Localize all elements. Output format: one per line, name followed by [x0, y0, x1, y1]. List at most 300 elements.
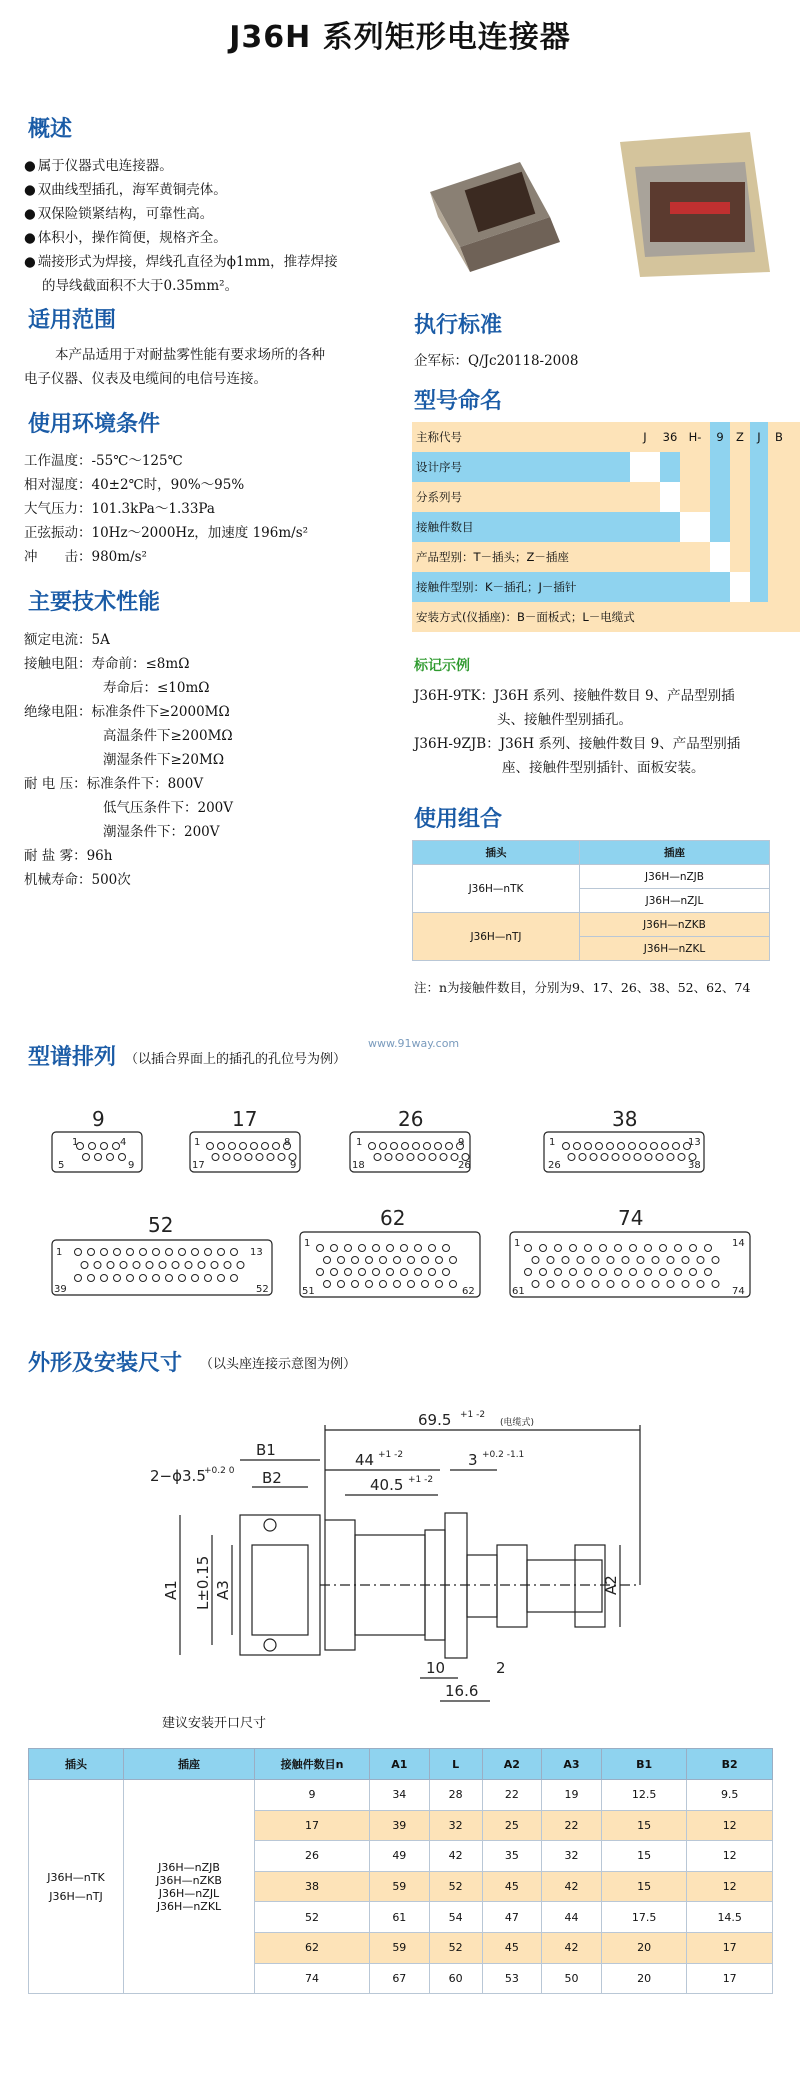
tech-row: 绝缘电阻：标准条件下≥2000MΩ: [24, 704, 230, 720]
dim-label: B1: [256, 1441, 276, 1459]
col-header: 接触件数目n: [255, 1749, 370, 1780]
code-part: 36: [662, 430, 678, 444]
pin-hole: [401, 1269, 408, 1276]
pin-hole: [107, 1154, 114, 1161]
pin-hole: [140, 1275, 147, 1282]
combo-socket: J36H—nZKL: [579, 937, 769, 961]
pin-hole: [153, 1275, 160, 1282]
marking-heading: 标记示例: [414, 658, 470, 674]
table-cell: 49: [370, 1841, 430, 1872]
pin-hole: [570, 1269, 577, 1276]
tech-row: 潮湿条件下：200V: [103, 824, 220, 840]
pin-hole: [682, 1257, 689, 1264]
standard-heading: 执行标准: [414, 313, 503, 338]
pin-hole: [667, 1154, 674, 1161]
product-photo: [410, 122, 800, 292]
size-label: 9: [92, 1107, 105, 1131]
pin-hole: [331, 1269, 338, 1276]
tech-row: 耐 盐 雾：96h: [24, 848, 113, 864]
table-cell: 52: [255, 1902, 370, 1933]
pin-number: 1: [304, 1238, 311, 1249]
pin-hole: [705, 1245, 712, 1252]
pin-hole: [640, 1143, 647, 1150]
pin-hole: [547, 1281, 554, 1288]
table-cell: 54: [429, 1902, 482, 1933]
pin-number: 26: [548, 1160, 561, 1171]
pin-hole: [651, 1143, 658, 1150]
pin-hole: [424, 1143, 431, 1150]
pin-number: 62: [462, 1286, 475, 1297]
pin-hole: [712, 1257, 719, 1264]
code-part: B: [775, 430, 783, 444]
col-header: A1: [370, 1749, 430, 1780]
pin-hole: [622, 1281, 629, 1288]
pin-number: 1: [356, 1137, 363, 1148]
pin-hole: [345, 1245, 352, 1252]
size-label: 17: [232, 1107, 258, 1131]
table-cell: 14.5: [687, 1902, 773, 1933]
shell-26: [350, 1132, 470, 1172]
pin-hole: [645, 1245, 652, 1252]
layout-heading: 型谱排列: [28, 1045, 117, 1070]
dim-label: A3: [214, 1580, 232, 1600]
combo-socket: J36H—nZJB: [579, 865, 769, 889]
pin-hole: [374, 1154, 381, 1161]
pin-layout-diagrams: [0, 1100, 800, 1320]
table-cell: 53: [482, 1963, 542, 1994]
pin-hole: [585, 1245, 592, 1252]
env-row: 相对湿度：40±2℃时，90%～95%: [24, 477, 245, 493]
table-cell: 45: [482, 1871, 542, 1902]
pin-number: 13: [688, 1137, 701, 1148]
pin-hole: [331, 1245, 338, 1252]
plug-name: J36H—nTJ: [49, 1889, 103, 1903]
tech-row: 接触电阻：寿命前：≤8mΩ: [24, 656, 190, 672]
env-row: 正弦振动：10Hz～2000Hz，加速度 196m/s²: [24, 525, 309, 541]
table-cell: 28: [429, 1780, 482, 1811]
pin-hole: [525, 1245, 532, 1252]
pin-hole: [224, 1262, 231, 1269]
pin-hole: [600, 1269, 607, 1276]
pin-hole: [634, 1154, 641, 1161]
table-cell: 15: [601, 1810, 687, 1841]
pin-hole: [637, 1257, 644, 1264]
pin-hole: [429, 1154, 436, 1161]
table-cell: 9: [255, 1780, 370, 1811]
pin-hole: [88, 1249, 95, 1256]
shell-52: [52, 1240, 272, 1295]
dim-label: 2: [496, 1659, 506, 1677]
pin-hole: [127, 1275, 134, 1282]
col-header: 插头: [29, 1749, 124, 1780]
pin-hole: [415, 1269, 422, 1276]
table-cell: 44: [542, 1902, 602, 1933]
pin-hole: [394, 1281, 401, 1288]
pin-hole: [352, 1281, 359, 1288]
col-header: A3: [542, 1749, 602, 1780]
pin-hole: [652, 1281, 659, 1288]
code-part: H-: [688, 430, 702, 444]
pin-hole: [675, 1245, 682, 1252]
dim-label: 40.5: [370, 1476, 404, 1494]
pin-hole: [223, 1154, 230, 1161]
pin-hole: [234, 1154, 241, 1161]
pin-hole: [656, 1154, 663, 1161]
tech-row: 高温条件下≥200MΩ: [103, 728, 233, 744]
pin-hole: [607, 1257, 614, 1264]
pin-hole: [662, 1143, 669, 1150]
pin-hole: [366, 1257, 373, 1264]
env-row: 工作温度：-55℃～125℃: [24, 453, 183, 469]
pin-hole: [83, 1154, 90, 1161]
env-row: 冲 击：980m/s²: [24, 549, 147, 565]
page-title: J36H 系列矩形电连接器: [229, 20, 571, 55]
pin-hole: [615, 1269, 622, 1276]
pin-hole: [324, 1281, 331, 1288]
pin-hole: [690, 1245, 697, 1252]
naming-band: 分系列号: [412, 482, 660, 512]
pin-hole: [120, 1262, 127, 1269]
pin-hole: [262, 1143, 269, 1150]
pin-hole: [555, 1245, 562, 1252]
pin-hole: [443, 1269, 450, 1276]
pin-hole: [678, 1154, 685, 1161]
pin-hole: [408, 1281, 415, 1288]
layout-sub: （以插合界面上的插孔的孔位号为例）: [125, 1052, 347, 1067]
pin-hole: [352, 1257, 359, 1264]
pin-hole: [387, 1269, 394, 1276]
table-cell: 32: [429, 1810, 482, 1841]
dim-label: A2: [602, 1575, 620, 1595]
pin-hole: [612, 1154, 619, 1161]
table-cell: 42: [542, 1932, 602, 1963]
pin-hole: [705, 1269, 712, 1276]
table-cell: 42: [429, 1841, 482, 1872]
pin-hole: [585, 1143, 592, 1150]
pin-hole: [446, 1143, 453, 1150]
pin-hole: [159, 1262, 166, 1269]
pin-hole: [415, 1245, 422, 1252]
table-cell: 12: [687, 1871, 773, 1902]
marking-text: 座、接触件型别插针、面板安装。: [502, 760, 705, 776]
tech-row: 额定电流：5A: [24, 632, 110, 648]
table-cell: 20: [601, 1963, 687, 1994]
table-cell: 20: [601, 1932, 687, 1963]
pin-hole: [615, 1245, 622, 1252]
dim-label: A1: [162, 1580, 180, 1600]
standard-text: 企军标：Q/Jc20118-2008: [414, 353, 579, 369]
pin-hole: [396, 1154, 403, 1161]
naming-heading: 型号命名: [414, 389, 503, 414]
pin-hole: [637, 1281, 644, 1288]
pin-hole: [413, 1143, 420, 1150]
table-cell: 22: [542, 1810, 602, 1841]
dim-note: (电缆式): [500, 1418, 535, 1428]
socket-name: J36H—nZKB: [156, 1873, 222, 1887]
col-header: L: [429, 1749, 482, 1780]
pin-hole: [579, 1154, 586, 1161]
naming-band: 接触件型别：K－插孔；J－插针: [412, 572, 730, 602]
table-cell: 34: [370, 1780, 430, 1811]
dim-tol: +0.2 -1.1: [482, 1450, 525, 1460]
cutout-window: [252, 1545, 308, 1635]
pin-number: 74: [732, 1286, 745, 1297]
table-cell: 12: [687, 1810, 773, 1841]
combo-socket: J36H—nZJL: [579, 889, 769, 913]
naming-diagram: [412, 422, 800, 642]
outline-drawing: [0, 1395, 800, 1735]
pin-hole: [451, 1154, 458, 1161]
pin-hole: [577, 1257, 584, 1264]
pin-hole: [570, 1245, 577, 1252]
shell-38: [544, 1132, 704, 1172]
pin-hole: [712, 1281, 719, 1288]
pin-hole: [119, 1154, 126, 1161]
col-header: 插座: [124, 1749, 255, 1780]
combo-table: [412, 840, 770, 961]
pin-hole: [218, 1275, 225, 1282]
table-cell: 50: [542, 1963, 602, 1994]
pin-number: 38: [688, 1160, 701, 1171]
table-cell: 22: [482, 1780, 542, 1811]
pin-hole: [229, 1143, 236, 1150]
table-cell: 59: [370, 1871, 430, 1902]
pin-number: 1: [549, 1137, 556, 1148]
tech-heading: 主要技术性能: [28, 590, 161, 615]
table-cell: 47: [482, 1902, 542, 1933]
dim-label: 2−ϕ3.5: [150, 1467, 206, 1485]
pin-hole: [245, 1154, 252, 1161]
pin-hole: [629, 1143, 636, 1150]
pin-hole: [574, 1143, 581, 1150]
pin-number: 1: [194, 1137, 201, 1148]
size-label: 52: [148, 1213, 174, 1237]
pin-hole: [172, 1262, 179, 1269]
pin-hole: [450, 1281, 457, 1288]
pin-hole: [179, 1275, 186, 1282]
code-part: J: [643, 430, 647, 444]
overview-bullet: ● 双曲线型插孔，海军黄铜壳体。: [24, 178, 227, 198]
pin-hole: [366, 1281, 373, 1288]
naming-band: 主称代号: [412, 422, 630, 452]
socket-photo: [620, 132, 770, 277]
overview-bullet: ● 端接形式为焊接，焊线孔直径为ϕ1mm，推荐焊接: [24, 250, 338, 270]
socket-name: J36H—nZKL: [156, 1899, 222, 1913]
pin-hole: [422, 1257, 429, 1264]
table-cell: 42: [542, 1871, 602, 1902]
overview-bullet: ● 双保险锁紧结构，可靠性高。: [24, 202, 213, 222]
pin-hole: [75, 1275, 82, 1282]
table-cell: 61: [370, 1902, 430, 1933]
pin-hole: [231, 1249, 238, 1256]
size-label: 26: [398, 1107, 424, 1131]
pin-hole: [317, 1269, 324, 1276]
marking-text: J36H-9TK：J36H 系列、接触件数目 9、产品型别插: [414, 688, 735, 704]
mount-hole: [264, 1639, 276, 1651]
tech-row: 低气压条件下：200V: [103, 800, 234, 816]
tech-row: 潮湿条件下≥20MΩ: [103, 752, 225, 768]
pin-hole: [207, 1143, 214, 1150]
pin-number: 18: [352, 1160, 365, 1171]
table-cell: 67: [370, 1963, 430, 1994]
tech-row: 寿命后：≤10mΩ: [103, 680, 210, 696]
pin-hole: [525, 1269, 532, 1276]
mount-hole: [264, 1519, 276, 1531]
dim-tol: +1 -2: [378, 1450, 404, 1460]
combo-plug: J36H—nTJ: [413, 913, 580, 961]
pin-hole: [81, 1262, 88, 1269]
pin-hole: [401, 1245, 408, 1252]
pin-hole: [153, 1249, 160, 1256]
pin-hole: [278, 1154, 285, 1161]
col-header: A2: [482, 1749, 542, 1780]
table-cell: 38: [255, 1871, 370, 1902]
pin-hole: [380, 1143, 387, 1150]
env-heading: 使用环境条件: [28, 412, 161, 437]
pin-hole: [577, 1281, 584, 1288]
scope-text: 电子仪器、仪表及电缆间的电信号连接。: [24, 371, 267, 387]
tech-row: 耐 电 压：标准条件下：800V: [24, 776, 204, 792]
pin-hole: [380, 1281, 387, 1288]
pin-hole: [645, 1269, 652, 1276]
pin-hole: [585, 1269, 592, 1276]
pin-hole: [338, 1257, 345, 1264]
pin-hole: [146, 1262, 153, 1269]
combo-col-plug: 插头: [413, 841, 580, 865]
pin-hole: [450, 1257, 457, 1264]
marking-text: 头、接触件型别插孔。: [497, 712, 632, 728]
table-cell: 17: [687, 1932, 773, 1963]
pin-hole: [630, 1269, 637, 1276]
size-label: 74: [618, 1206, 644, 1230]
pin-hole: [211, 1262, 218, 1269]
socket-name: J36H—nZJL: [158, 1886, 220, 1900]
pin-hole: [192, 1249, 199, 1256]
pin-hole: [338, 1281, 345, 1288]
table-cell: 17.5: [601, 1902, 687, 1933]
pin-hole: [443, 1245, 450, 1252]
pin-hole: [436, 1257, 443, 1264]
table-cell: 15: [601, 1871, 687, 1902]
table-cell: 74: [255, 1963, 370, 1994]
pin-number: 13: [250, 1247, 263, 1258]
dim-label: 44: [355, 1451, 375, 1469]
code-part: J: [757, 430, 761, 444]
pin-hole: [114, 1275, 121, 1282]
pin-hole: [600, 1245, 607, 1252]
size-label: 38: [612, 1107, 638, 1131]
pin-hole: [555, 1269, 562, 1276]
pin-hole: [380, 1257, 387, 1264]
pin-hole: [673, 1143, 680, 1150]
pin-hole: [218, 1249, 225, 1256]
overview-bullet-cont: 的导线截面积不大于0.35mm²。: [42, 278, 239, 294]
pin-hole: [660, 1245, 667, 1252]
pin-hole: [429, 1269, 436, 1276]
table-cell: 25: [482, 1810, 542, 1841]
pin-hole: [324, 1257, 331, 1264]
pin-hole: [101, 1275, 108, 1282]
table-cell: 39: [370, 1810, 430, 1841]
overview-bullet: ● 属于仪器式电连接器。: [24, 154, 173, 174]
pin-hole: [436, 1281, 443, 1288]
pin-hole: [198, 1262, 205, 1269]
pin-hole: [418, 1154, 425, 1161]
pin-hole: [618, 1143, 625, 1150]
pin-hole: [407, 1154, 414, 1161]
pin-number: 51: [302, 1286, 315, 1297]
pin-hole: [697, 1281, 704, 1288]
pin-hole: [192, 1275, 199, 1282]
col-header: B2: [687, 1749, 773, 1780]
pin-hole: [205, 1249, 212, 1256]
pin-hole: [212, 1154, 219, 1161]
pin-hole: [408, 1257, 415, 1264]
pin-hole: [623, 1154, 630, 1161]
table-cell: 12: [687, 1841, 773, 1872]
pin-hole: [630, 1245, 637, 1252]
pin-hole: [256, 1154, 263, 1161]
pin-hole: [422, 1281, 429, 1288]
dim-label: 69.5: [418, 1411, 452, 1429]
pin-hole: [622, 1257, 629, 1264]
combo-note: 注：n为接触件数目，分别为9、17、26、38、52、62、74: [414, 980, 751, 995]
pin-hole: [101, 1249, 108, 1256]
pin-number: 1: [72, 1137, 79, 1148]
pin-hole: [675, 1269, 682, 1276]
pin-number: 5: [58, 1160, 65, 1171]
pin-hole: [429, 1245, 436, 1252]
pin-hole: [568, 1154, 575, 1161]
table-cell: 60: [429, 1963, 482, 1994]
pin-hole: [540, 1269, 547, 1276]
naming-band: 接触件数目: [412, 512, 680, 542]
table-cell: 9.5: [687, 1780, 773, 1811]
size-label: 62: [380, 1206, 406, 1230]
pin-hole: [359, 1269, 366, 1276]
pin-hole: [166, 1275, 173, 1282]
pin-hole: [660, 1269, 667, 1276]
pin-hole: [562, 1257, 569, 1264]
pin-number: 8: [284, 1137, 291, 1148]
pin-hole: [273, 1143, 280, 1150]
pin-hole: [373, 1245, 380, 1252]
pin-hole: [402, 1143, 409, 1150]
combo-heading: 使用组合: [414, 807, 503, 832]
pin-hole: [607, 1281, 614, 1288]
table-cell: 26: [255, 1841, 370, 1872]
combo-socket: J36H—nZKB: [579, 913, 769, 937]
pin-hole: [601, 1154, 608, 1161]
combo-col-socket: 插座: [579, 841, 769, 865]
pin-hole: [532, 1281, 539, 1288]
dim-tol: +1 -2: [408, 1475, 434, 1485]
pin-hole: [94, 1262, 101, 1269]
pin-number: 9: [290, 1160, 297, 1171]
pin-hole: [667, 1257, 674, 1264]
pin-hole: [690, 1269, 697, 1276]
pin-hole: [435, 1143, 442, 1150]
pin-hole: [440, 1154, 447, 1161]
scope-heading: 适用范围: [28, 308, 117, 333]
outline-sub: （以头座连接示意图为例）: [200, 1357, 357, 1372]
pin-hole: [267, 1154, 274, 1161]
pin-hole: [532, 1257, 539, 1264]
pin-hole: [95, 1154, 102, 1161]
scope-text: 本产品适用于对耐盐雾性能有要求场所的各种: [55, 347, 325, 363]
dim-label: B2: [262, 1469, 282, 1487]
pin-hole: [251, 1143, 258, 1150]
